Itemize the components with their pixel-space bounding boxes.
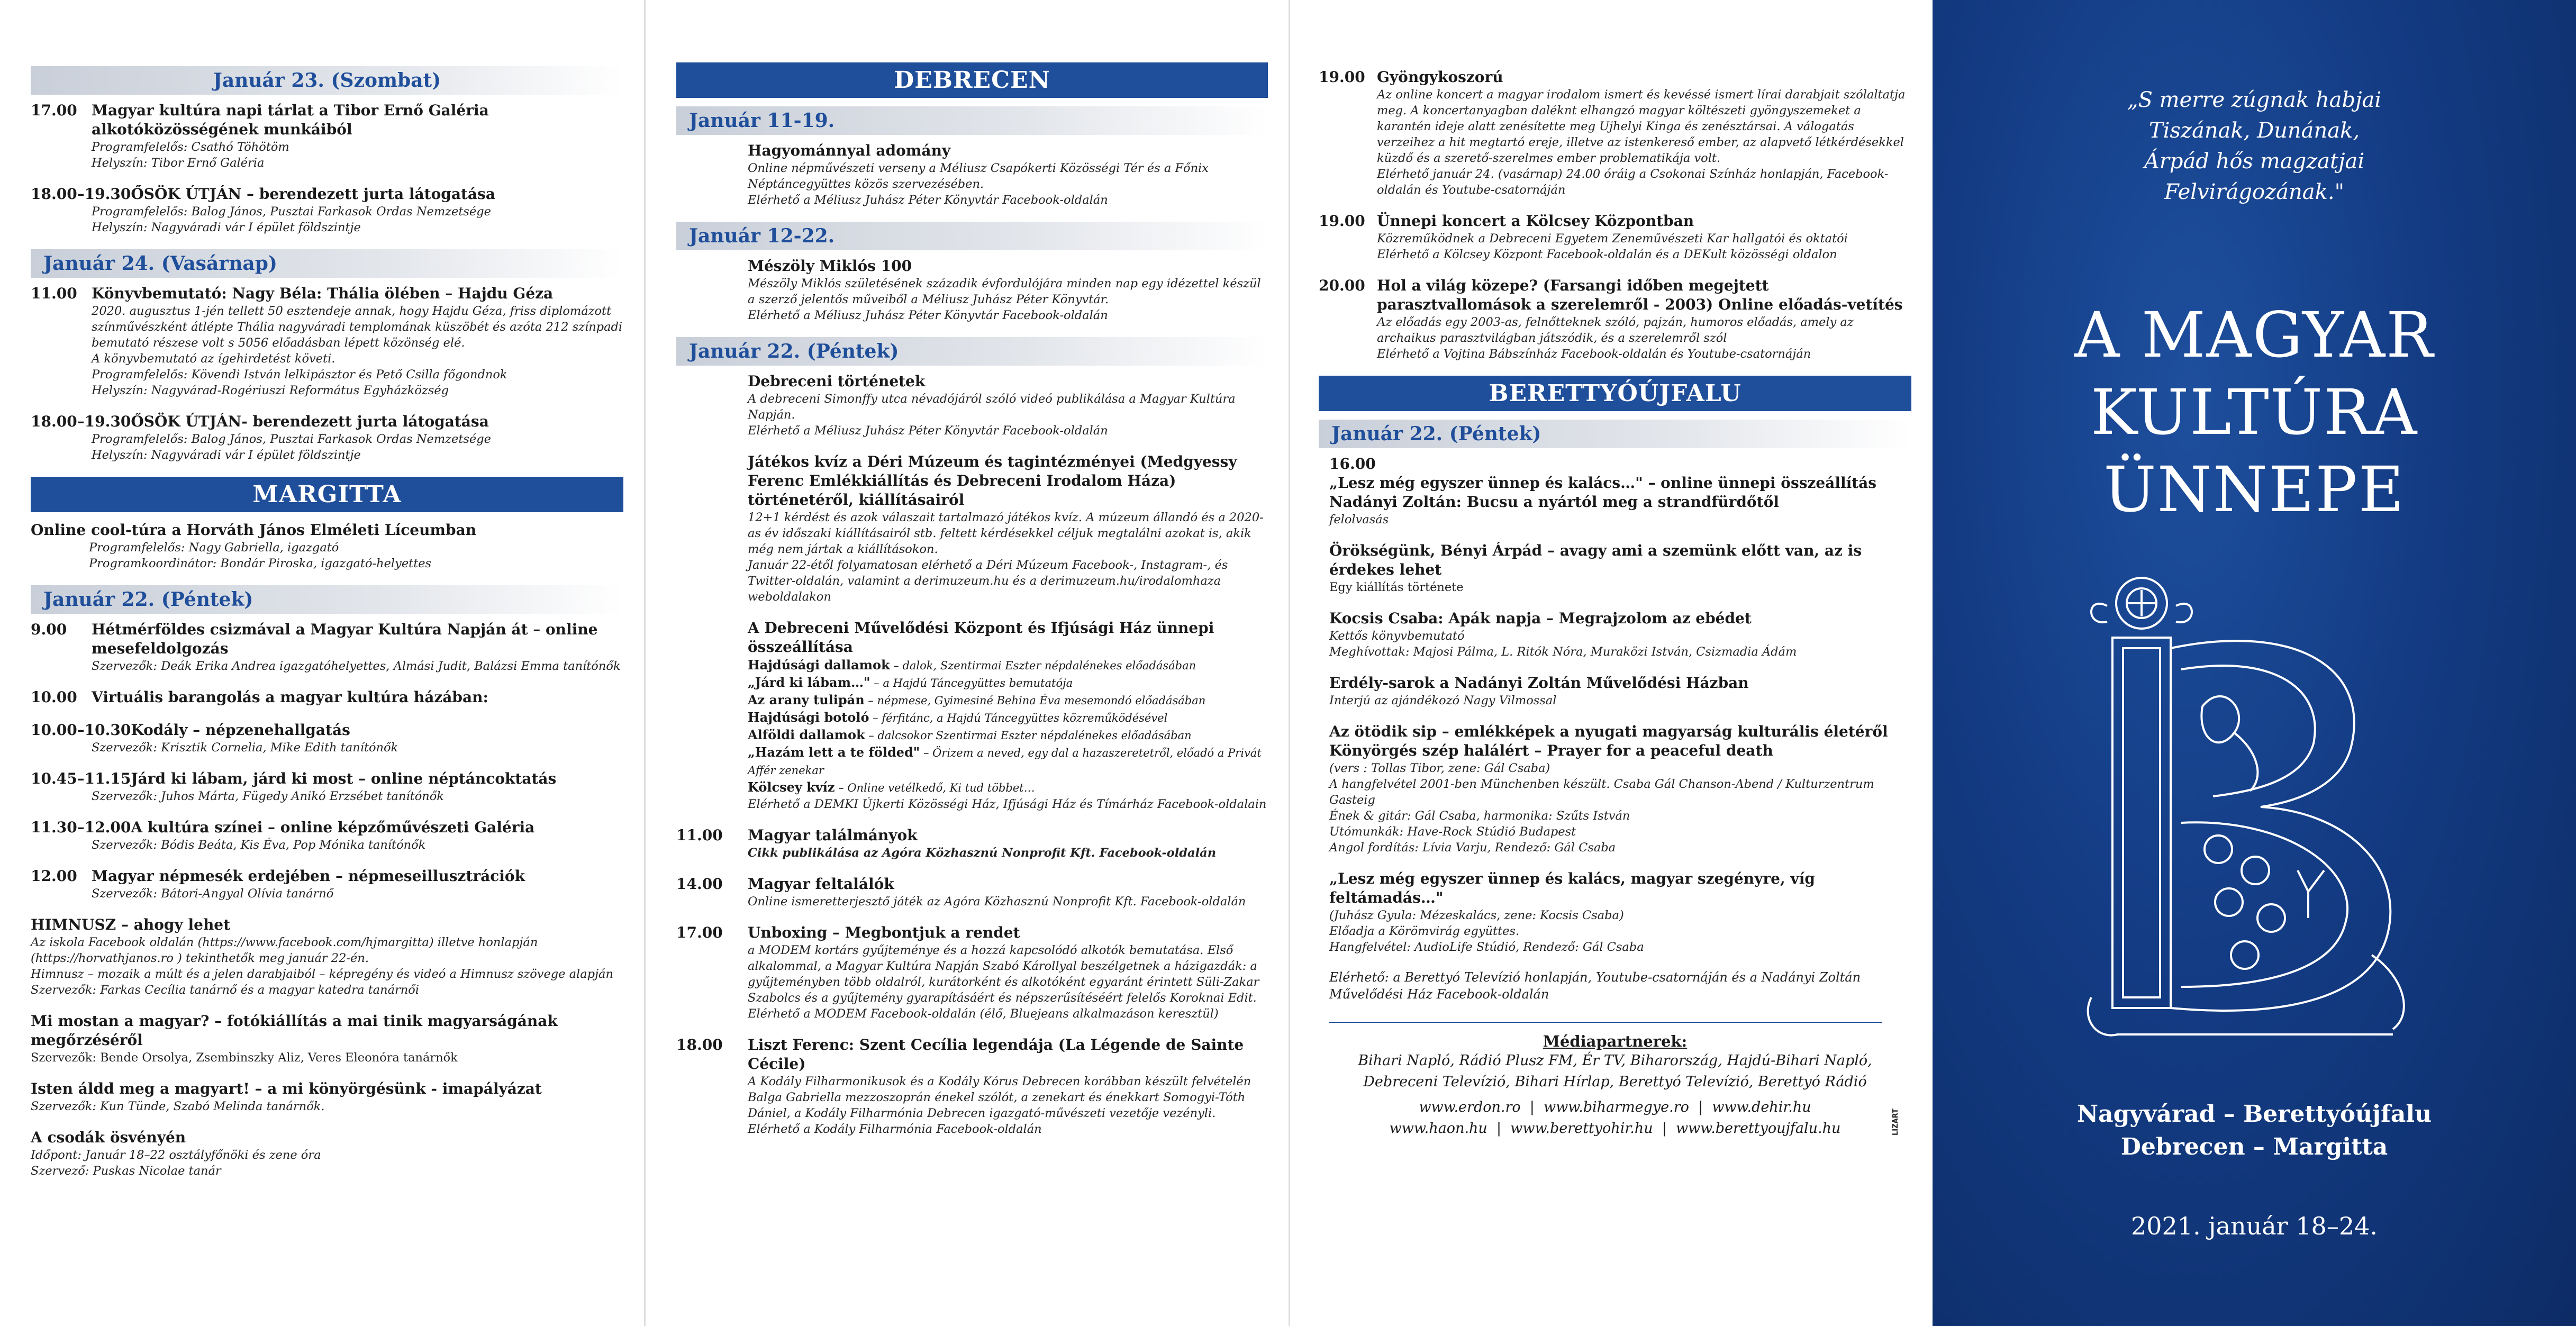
event-detail: (Juhász Gyula: Mézeskalács, zene: Kocsis Csaba) xyxy=(1329,909,1624,922)
event-time: 19.00 xyxy=(1319,212,1365,230)
cities-line: Debrecen – Margitta xyxy=(2120,1133,2388,1160)
event-title: A kultúra színei – online képzőművészeti Galéria xyxy=(131,819,535,836)
program-item xyxy=(748,726,1268,744)
event-detail: Himnusz – mozaik a múlt és a jelen darabjaiból – képregény és videó a Himnusz szövege alapján xyxy=(31,967,613,981)
event-detail: Elérhető a Kölcsey Központ Facebook-oldalán és a DEKult közösségi oldalon xyxy=(1377,248,1837,261)
event-title: Örökségünk, Bényi Árpád – avagy ami a szemünk előtt van, az is érdekes lehet xyxy=(1329,542,1862,578)
event-title: ŐSÖK ÚTJÁN – berendezett jurta látogatása xyxy=(131,185,495,203)
day-header: Január 22. (Péntek) xyxy=(1319,420,1911,448)
event-detail: Utómunkák: Have-Rock Stúdió Budapest xyxy=(1329,825,1576,839)
event-title: A Debreceni Művelődési Központ és Ifjúsági Ház ünnepi összeállítása xyxy=(748,619,1214,656)
event-time: 17.00 xyxy=(31,102,77,119)
event-detail: Helyszín: Nagyváradi vár I épület földszintje xyxy=(92,221,361,234)
event-title: „Lesz még egyszer ünnep és kalács…" – online ünnepi összeállítás Nadányi Zoltán: Bucsu a nyártól meg a strandfürdőtől xyxy=(1329,474,1877,511)
event-detail: Programfelelős: Balog János, Pusztai Farkasok Ordas Nemzetsége xyxy=(92,432,491,446)
event-detail: Elérhető a DEMKI Újkerti Közösségi Ház, Ifjúsági Ház és Tímárház Facebook-oldalain xyxy=(748,797,1267,811)
event-time: 16.00 xyxy=(1329,455,1376,473)
event-detail: 2020. augusztus 1-jén tellett 50 esztendeje annak, hogy Hajdu Géza, friss diplomázott színművészként átlépte Thália nagyváradi templomának küszöbét és azóta 212 színpadi bemutató részese volt s 5056 előadásban lépett közönség elé. xyxy=(92,304,623,350)
event-detail: A Kodály Filharmonikusok és a Kodály Kórus Debrecen korábban készült felvételén Balga Gabriella mezzoszoprán énekel szólót, a zenekart és énekkart Somogyi-Tóth Dániel, a Kodály Filharmónia Debrecen igazgató-művészeti vezetője vezényli. xyxy=(748,1075,1251,1120)
event-detail: Szervezők: Bátori-Angyal Olívia tanárnő xyxy=(92,887,334,901)
event-title: Hol a világ közepe? (Farsangi időben megejtett parasztvallomások a szerelemről - 2003) Online előadás-vetítés xyxy=(1377,277,1903,313)
program-item-detail: – férfitánc, a Hajdú Táncegyüttes közreműködésével xyxy=(869,712,1168,724)
event-title: Gyöngykoszorú xyxy=(1377,68,1503,86)
event-detail: Egy kiállítás története xyxy=(1329,580,1464,594)
event-time: 10.45–11.15 xyxy=(31,770,131,787)
event-detail: Elérhető a Méliusz Juhász Péter Könyvtár Facebook-oldalán xyxy=(748,193,1108,207)
event xyxy=(676,1036,1268,1137)
event xyxy=(31,867,623,902)
event xyxy=(31,620,623,674)
event-time: 18.00 xyxy=(676,1036,723,1053)
event-detail: Online népművészeti verseny a Méliusz Csapókerti Közösségi Tér és a Főnix Néptáncegyüttes közös szervezésében. xyxy=(748,161,1209,191)
event-detail: Programfelelős: Nagy Gabriella, igazgató xyxy=(89,541,339,555)
cover-date: 2021. január 18–24. xyxy=(2131,1212,2378,1240)
event-detail: Cikk publikálása az Agóra Közhasznú Nonprofit Kft. Facebook-oldalán xyxy=(748,846,1217,860)
event xyxy=(676,923,1268,1022)
cover-cities xyxy=(1933,1098,2576,1164)
title-line: A MAGYAR xyxy=(2074,298,2434,371)
day-header: Január 22. (Péntek) xyxy=(31,585,623,614)
event-title: Debreceni történetek xyxy=(748,373,926,390)
event-title: A csodák ösvényén xyxy=(31,1129,186,1146)
event-time: 11.30–12.00 xyxy=(31,819,131,836)
event-title: ŐSÖK ÚTJÁN- berendezett jurta látogatása xyxy=(131,413,489,430)
event-detail: A debreceni Simonffy utca névadójáról szóló videó publikálása a Magyar Kultúra Napján. xyxy=(748,392,1236,422)
event-detail: Szervezők: Juhos Márta, Fügedy Anikó Erzsébet tanítónők xyxy=(92,789,444,803)
event-time: 19.00 xyxy=(1319,68,1365,86)
event xyxy=(31,915,623,998)
event-detail: Meghívottak: Majosi Pálma, L. Ritók Nóra, Muraközi István, Csizmadia Ádám xyxy=(1329,645,1797,659)
event-detail: Az iskola Facebook oldalán (https://www.facebook.com/hjmargitta) illetve honlapján (https://horvathjanos.ro ) tekinthetők meg január 22-én. xyxy=(31,936,538,965)
day-header: Január 22. (Péntek) xyxy=(676,337,1268,366)
event-title: Online cool-túra a Horváth János Elméleti Líceumban xyxy=(31,521,477,539)
event-title: Magyar találmányok xyxy=(748,827,918,844)
event-detail: Helyszín: Tibor Ernő Galéria xyxy=(92,156,265,170)
program-item xyxy=(748,674,1268,692)
event-title: Ünnepi koncert a Kölcsey Központban xyxy=(1377,212,1694,230)
media-partners-heading: Médiapartnerek: xyxy=(1543,1032,1688,1050)
event xyxy=(31,769,623,804)
event-title: Könyvbemutató: Nagy Béla: Thália ölében – Hajdu Géza xyxy=(92,285,554,302)
event xyxy=(31,521,623,571)
event-detail: Közreműködnek a Debreceni Egyetem Zeneművészeti Kar hallgatói és oktatói xyxy=(1377,232,1848,246)
event-detail: Angol fordítás: Lívia Varju, Rendező: Gál Csaba xyxy=(1329,841,1616,855)
event-time: 20.00 xyxy=(1319,277,1365,294)
websites-line: www.erdon.ro | www.biharmegye.ro | www.dehir.hu xyxy=(1419,1099,1811,1115)
media-partners-line: Debreceni Televízió, Bihari Hírlap, Berettyó Televízió, Berettyó Rádió xyxy=(1363,1074,1867,1090)
event-detail: Szervezők: Bódis Beáta, Kis Éva, Pop Mónika tanítónők xyxy=(92,838,426,852)
event-title: Mészöly Miklós 100 xyxy=(748,257,912,275)
column-debrecen-berettyoujfalu xyxy=(1289,0,1933,1326)
event xyxy=(31,721,623,756)
event-title: Hétmérföldes csizmával a Magyar Kultúra Napján át – online mesefeldolgozás xyxy=(92,621,598,657)
quote-line: „S merre zúgnak habjai xyxy=(2127,88,2382,112)
event-detail: Január 22-étől folyamatosan elérhető a Déri Múzeum Facebook-, Instagram-, és Twitter-oldalán, valamint a derimuzeum.hu és a derimuzeum.hu/irodalomhaza weboldalakon xyxy=(748,558,1228,604)
event xyxy=(31,688,623,707)
event-title: Magyar népmesék erdejében – népmeseillusztrációk xyxy=(92,867,525,885)
event xyxy=(748,452,1268,605)
publisher-logo xyxy=(1889,1101,1901,1138)
event-title: Játékos kvíz a Déri Múzeum és tagintézményei (Medgyessy Ferenc Emlékkiállítás és Debreceni Irodalom Háza) történetéről, kiállításairól xyxy=(748,453,1237,508)
event-detail: Előadja a Körömvirág együttes. xyxy=(1329,924,1520,938)
event-time: 17.00 xyxy=(676,924,723,941)
event-title: Erdély-sarok a Nadányi Zoltán Művelődési Házban xyxy=(1329,674,1749,692)
program-item xyxy=(748,709,1268,726)
event xyxy=(31,818,623,853)
event-detail: Szervezők: Deák Erika Andrea igazgatóhelyettes, Almási Judit, Balázsi Emma tanítónők xyxy=(92,659,621,673)
event-detail: Az előadás egy 2003-as, felnőtteknek szóló, pajzán, humoros előadás, amely az archaikus parasztvilágban játszódik, és a szerelemről szól xyxy=(1377,315,1854,345)
program-item-title: Hajdúsági botoló xyxy=(748,710,869,725)
cover-title xyxy=(1933,296,2576,528)
event xyxy=(676,826,1268,861)
event-title: Mi mostan a magyar? – fotókiállítás a mai tinik magyarságának megőrzéséről xyxy=(31,1012,558,1049)
event-title: Hagyománnyal adomány xyxy=(748,142,951,159)
event-time: 18.00–19.30 xyxy=(31,413,131,430)
event-title: „Lesz még egyszer ünnep és kalács, magyar szegényre, víg feltámadás…" xyxy=(1329,870,1815,906)
day-header: Január 12-22. xyxy=(676,222,1268,250)
day-events xyxy=(748,372,1268,812)
event-title: Magyar kultúra napi tárlat a Tibor Ernő Galéria alkotóközösségének munkáiból xyxy=(92,102,489,138)
program-item-detail: – Örizem a neved, egy dal a hazaszeretetről, előadó a Privát Affér zenekar xyxy=(748,747,1262,777)
program-item-title: Kölcsey kvíz xyxy=(748,779,835,795)
event-time: 11.00 xyxy=(31,285,77,302)
event-title: Az ötödik sip – emlékképek a nyugati magyarság kulturális életéről Könyörgés szép halálért – Prayer for a peaceful death xyxy=(1329,723,1888,759)
event-detail: Helyszín: Nagyvárad-Rogériuszi Református Egyházközség xyxy=(92,384,449,397)
cover-panel xyxy=(1933,0,2576,1326)
websites-line: www.haon.hu | www.berettyohir.hu | www.berettyoujfalu.hu xyxy=(1389,1120,1841,1137)
event-detail: A hangfelvétel 2001-ben Münchenben készült. Csaba Gál Chanson-Abend / Kulturzentrum Gasteig xyxy=(1329,777,1874,807)
event-title: Virtuális barangolás a magyar kultúra házában: xyxy=(92,688,488,706)
event xyxy=(1329,674,1911,709)
event-detail: A könyvbemutató az ígehirdetést követi. xyxy=(92,352,335,366)
event-detail: Szervező: Puskas Nicolae tanár xyxy=(31,1164,221,1178)
event xyxy=(748,619,1268,812)
divider xyxy=(1329,1022,1882,1023)
event-detail: Szervezők: Farkas Cecília tanárnő és a magyar katedra tanárnői xyxy=(31,983,419,997)
event xyxy=(31,284,623,398)
event xyxy=(31,1128,623,1179)
day-header: Január 24. (Vasárnap) xyxy=(31,249,623,278)
program-item xyxy=(748,657,1268,674)
day-header: Január 23. (Szombat) xyxy=(31,66,623,95)
event-detail: 12+1 kérdést és azok válaszait tartalmazó játékos kvíz. A múzeum állandó és a 2020-as év időszaki kiállításairól stb. feltett kérdésekkel céljuk megtalálni azokat is, akik még nem jártak a kiállításokon. xyxy=(748,511,1264,556)
event-time: 11.00 xyxy=(676,827,723,844)
city-banner-berettyoujfalu: BERETTYÓÚJFALU xyxy=(1319,376,1911,411)
media-partners-line: Bihari Napló, Rádió Plusz FM, Ér TV, Biharország, Hajdú-Bihari Napló, xyxy=(1358,1052,1872,1069)
event-detail: felolvasás xyxy=(1329,513,1389,526)
event-detail: Kettős könyvbemutató xyxy=(1329,629,1465,643)
event xyxy=(1319,68,1911,198)
event-detail: Programkoordinátor: Bondár Piroska, igazgató-helyettes xyxy=(89,557,432,570)
event-detail: Elérhető a Méliusz Juhász Péter Könyvtár Facebook-oldalán xyxy=(748,308,1108,322)
program-item-title: Az arany tulipán xyxy=(748,692,865,707)
event xyxy=(1319,276,1911,362)
program-item-detail: – a Hajdú Táncegyüttes bemutatója xyxy=(870,677,1073,689)
availability-note: Elérhető: a Berettyó Televízió honlapján, Youtube-csatornáján és a Nadányi Zoltán Művelődési Ház Facebook-oldalán xyxy=(1329,970,1861,1002)
event-detail: Elérhető a Méliusz Juhász Péter Könyvtár Facebook-oldalán xyxy=(748,424,1108,438)
event-detail: Szervezők: Bende Orsolya, Zsembinszky Aliz, Veres Eleonóra tanárnők xyxy=(31,1051,458,1065)
event-detail: Elérhető január 24. (vasárnap) 24.00 óráig a Csokonai Színház honlapján, Facebook-oldalán és Youtube-csatornáján xyxy=(1377,167,1889,197)
event-detail: Elérhető a Vojtina Bábszínház Facebook-oldalán és Youtube-csatornáján xyxy=(1377,347,1811,361)
event-title: HIMNUSZ – ahogy lehet xyxy=(31,916,231,933)
event xyxy=(1329,455,1911,528)
program-item-title: „Járd ki lábam…" xyxy=(748,675,870,690)
title-line: KULTÚRA xyxy=(2090,376,2418,449)
event-title: Kocsis Csaba: Apák napja – Megrajzolom az ebédet xyxy=(1329,610,1752,627)
event xyxy=(748,372,1268,439)
event-detail: Mészöly Miklós születésének századik évfordulójára minden nap egy idézettel készül a szerző jelentős műveiből a Méliusz Juhász Péter Könyvtár. xyxy=(748,277,1261,306)
event-detail: Helyszín: Nagyváradi vár I épület földszintje xyxy=(92,448,361,462)
event-title: Liszt Ferenc: Szent Cecília legendája (La Légende de Sainte Cécile) xyxy=(748,1036,1244,1073)
event xyxy=(676,875,1268,910)
program-item-title: Alföldi dallamok xyxy=(748,727,865,742)
event xyxy=(1329,609,1911,660)
event-title: Kodály – népzenehallgatás xyxy=(131,721,350,739)
event xyxy=(31,101,623,171)
event-title: Unboxing – Megbontjuk a rendet xyxy=(748,924,1020,941)
event xyxy=(748,257,1268,323)
event-time: 14.00 xyxy=(676,875,723,893)
event-time: 12.00 xyxy=(31,867,77,885)
program-item xyxy=(748,779,1268,796)
event-detail: Programfelelős: Balog János, Pusztai Farkasok Ordas Nemzetsége xyxy=(92,205,491,219)
program-item xyxy=(748,744,1268,779)
title-line: ÜNNEPE xyxy=(2103,453,2405,526)
event-detail: (vers : Tollas Tibor, zene: Gál Csaba) xyxy=(1329,761,1550,775)
event xyxy=(31,412,623,463)
program-item-detail: – dalok, Szentirmai Eszter népdalénekes előadásában xyxy=(890,659,1196,672)
event xyxy=(1329,869,1911,955)
event-detail: Időpont: Január 18–22 osztályfőnöki és zene óra xyxy=(31,1148,321,1162)
column-nagyvarad-margitta xyxy=(0,0,645,1326)
event-detail: Programfelelős: Kövendi István lelkipásztor és Pető Csilla főgondnok xyxy=(92,368,507,382)
city-banner-margitta: MARGITTA xyxy=(31,477,623,512)
publisher-logo-text: LIZART xyxy=(1892,1109,1900,1136)
event-title: Járd ki lábam, járd ki most – online néptáncoktatás xyxy=(131,770,557,787)
program-item-detail: – dalcsokor Szentirmai Eszter népdalénekes előadásában xyxy=(865,729,1192,742)
program-item-detail: – Online vetélkedő, Ki tud többet… xyxy=(835,782,1035,794)
quote-line: Felvirágozának." xyxy=(2164,180,2344,204)
quote-line: Tiszának, Dunának, xyxy=(2148,119,2360,143)
event-detail: Szervezők: Kun Tünde, Szabó Melinda tanárnők. xyxy=(31,1100,325,1113)
event xyxy=(748,141,1268,208)
event-title: Isten áldd meg a magyart! – a mi könyörgésünk - imapályázat xyxy=(31,1080,542,1097)
event-title: Magyar feltalálók xyxy=(748,875,894,893)
event-time: 10.00–10.30 xyxy=(31,721,131,739)
quote-line: Árpád hős magzatjai xyxy=(2144,149,2365,174)
event-time: 9.00 xyxy=(31,621,67,638)
event-detail: Online ismeretterjesztő játék az Agóra Közhasznú Nonprofit Kft. Facebook-oldalán xyxy=(748,895,1246,909)
event-detail: a MODEM kortárs gyűjteménye és a hozzá kapcsolódó alkotók bemutatása. Első alkalommal, a Magyar Kultúra Napján Szabó Károllyal beszélgetnek a házigazdák: a gyűjteményben több oldalról, kurátorként és alkotóként egyaránt érintett Süli-Zakar Szabolcs és a gyűjtemény gyarapításáért és népszerűsítéséért felelős Koroknai Edit. xyxy=(748,943,1259,1005)
event xyxy=(31,185,623,235)
city-banner-debrecen: DEBRECEN xyxy=(676,62,1268,98)
program-item-title: Hajdúsági dallamok xyxy=(748,657,890,673)
event-detail: Elérhető a MODEM Facebook-oldalán (élő, Bluejeans alkalmazáson keresztül) xyxy=(748,1007,1219,1021)
event-time: 18.00–19.30 xyxy=(31,185,131,203)
event-detail: Programfelelős: Csathó Töhötöm xyxy=(92,140,289,154)
event xyxy=(31,1079,623,1114)
event xyxy=(1329,541,1911,595)
day-header: Január 11-19. xyxy=(676,106,1268,135)
event-detail: Elérhető a Kodály Filharmónia Facebook-oldalán xyxy=(748,1122,1042,1136)
program-item-detail: – népmese, Gyimesiné Behina Éva mesemondó előadásában xyxy=(864,694,1206,707)
cover-quote xyxy=(1933,85,2576,207)
event-detail: Ének & gitár: Gál Csaba, harmonika: Szűts István xyxy=(1329,809,1630,823)
event xyxy=(31,1012,623,1066)
event xyxy=(1319,212,1911,262)
program-item-title: „Hazám lett a te földed" xyxy=(748,744,920,760)
event-detail: Az online koncert a magyar irodalom ismert és kevéssé ismert lírai darabjait szólaltatja meg. A koncertanyagban daléknt elhangzó magyar költészeti gyöngyszemeket a karantén ideje alatt zenésítette meg Ujhelyi Kinga és zenésztársai. A válogatás verzeihez a hit megtartó ereje, illetve az istenkereső ember, az alapvető létkérdésekkel küzdő és a szerető-szerelmes ember problematikája volt. xyxy=(1377,88,1906,165)
program-item xyxy=(748,692,1268,709)
event-detail: Hangfelvétel: AudioLife Stúdió, Rendező: Gál Csaba xyxy=(1329,940,1644,954)
event-detail: Interjú az ajándékozó Nagy Vilmossal xyxy=(1329,694,1557,707)
cities-line: Nagyvárad – Berettyóújfalu xyxy=(2076,1101,2432,1128)
event-detail: Szervezők: Krisztik Cornelia, Mike Edith tanítónők xyxy=(92,741,398,755)
column-debrecen xyxy=(645,0,1289,1326)
event-time: 10.00 xyxy=(31,688,77,706)
event xyxy=(1329,722,1911,856)
ornamental-letter-b-icon xyxy=(2075,574,2425,1050)
